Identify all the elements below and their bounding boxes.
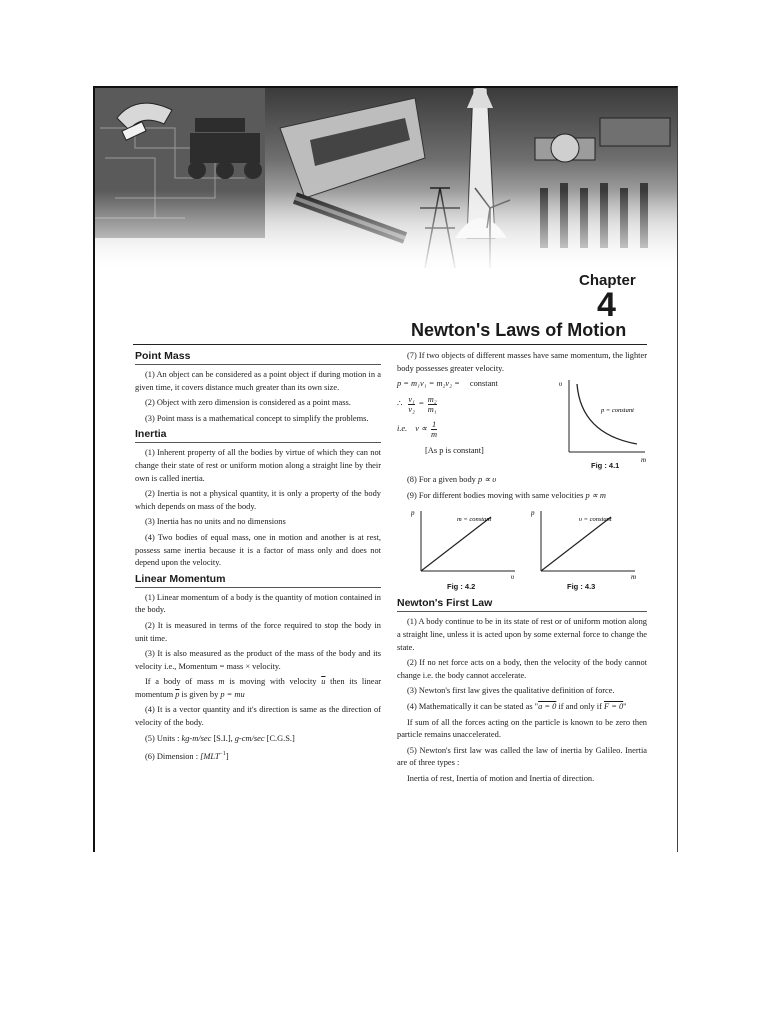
paragraph: (5) Newton's first law was called the law of inertia by Galileo. Inertia are of three types : (397, 745, 647, 768)
paragraph: If sum of all the forces acting on the particle is known to be zero then particle remains unaccelerated. (397, 717, 647, 740)
paragraph: (2) If no net force acts on a body, then the velocity of the body cannot change i.e. the body cannot accelerate. (397, 658, 647, 680)
paragraph: (1) A body continue to be in its state of rest or of uniform motion along a straight line, unless it is acted upon by some external force to change the state. (397, 617, 647, 652)
figure-4-2: p υ m = constant Fig : 4.2 (411, 509, 515, 592)
momentum-definition: If a body of mass m is moving with velocity $\overline{u}$ then its linear momentum $\overline{p}$ is given by p = mu (135, 677, 382, 699)
svg-text:p = constant: p = constant (601, 407, 634, 415)
paragraph: Inertia of rest, Inertia of motion and Inertia of direction. (407, 773, 595, 783)
figure-4-1: υ m p = constant Fig : 4.1 (559, 380, 647, 471)
paragraph: (1) An object can be considered as a point object if during motion in a given time, it covers distance much greater than its own size. (135, 370, 381, 392)
chapter-number: 4 (597, 286, 616, 324)
paragraph: (2) Object with zero dimension is considered as a point mass. (145, 398, 351, 408)
paragraph: (4) It is a vector quantity and it's direction is same as the direction of velocity of the body. (135, 705, 381, 728)
svg-text:m = constant: m = constant (457, 516, 492, 524)
figure-4-3: p m υ = constant Fig : 4.3 (531, 509, 637, 592)
units-line: (5) Units : kg-m/sec [S.I.], g-cm/sec [C.G.S.] (145, 733, 295, 743)
paragraph: (4) Two bodies of equal mass, one in motion and another is at rest, possess same inertia because it is a factor of mass only and does not depend upon the velocity. (135, 532, 381, 568)
paragraph: (8) For a given body p ∝ υ (407, 475, 497, 485)
chapter-title: Newton's Laws of Motion (411, 320, 627, 340)
heading-inertia: Inertia (135, 428, 381, 443)
heading-linear-momentum: Linear Momentum (135, 573, 381, 588)
paragraph: (3) Inertia has no units and no dimensions (145, 517, 286, 527)
left-column (135, 350, 381, 767)
heading-newtons-first-law: Newton's First Law (397, 597, 647, 612)
svg-text:m: m (631, 573, 637, 580)
chapter-banner-image (95, 88, 677, 274)
svg-text:υ: υ (511, 573, 515, 580)
chapter-label: Chapter (579, 272, 636, 289)
paragraph: (3) Point mass is a mathematical concept to simplify the problems. (145, 413, 369, 423)
heading-point-mass: Point Mass (135, 350, 381, 365)
momentum-equations-block: p = m₁v₁ = m₂v₂ = constant ∴ $\frac{\text{v₁}}{\text{v₂}}$ = $\frac{\text{m₂}}{\text{m₁}}$ i.e. v ∝ 1 m [As p is constant] υ m p = constant Fig : 4.1 (397, 378, 647, 474)
figures-4-2-4-3 (397, 505, 647, 591)
svg-text:m: m (641, 456, 647, 465)
paragraph: (3) It is also measured as the product of the mass of the body and its velocity i.e., Momentum = mass × velocity. (135, 649, 381, 671)
svg-text:υ: υ (559, 380, 563, 389)
document-page (93, 86, 678, 852)
paragraph: (2) It is measured in terms of the force required to stop the body in unit time. (135, 620, 381, 643)
paragraph: (3) Newton's first law gives the qualitative definition of force. (407, 686, 615, 696)
svg-text:p: p (531, 509, 535, 518)
paragraph: (1) Linear momentum of a body is the quantity of motion contained in the body. (135, 592, 381, 615)
svg-text:p: p (411, 509, 415, 518)
svg-text:υ = constant: υ = constant (579, 516, 612, 524)
paragraph: (7) If two objects of different masses have same momentum, the lighter body possesses greater velocity. (397, 351, 647, 373)
paragraph: (1) Inherent property of all the bodies by virtue of which they can not change their state of rest or uniform motion along a straight line by their own is called inertia. (135, 448, 381, 483)
paragraph: (2) Inertia is not a physical quantity, it is only a property of the body which depends on mass of the body. (135, 489, 381, 511)
right-column (397, 350, 647, 789)
paragraph: (4) Mathematically it can be stated as "a = 0 if and only if F = 0" (407, 701, 627, 711)
dimension-line: (6) Dimension : $[MLT^{-1}]$ (145, 751, 229, 762)
paragraph: (9) For different bodies moving with same velocities p ∝ m (407, 490, 606, 500)
title-divider (133, 344, 647, 345)
